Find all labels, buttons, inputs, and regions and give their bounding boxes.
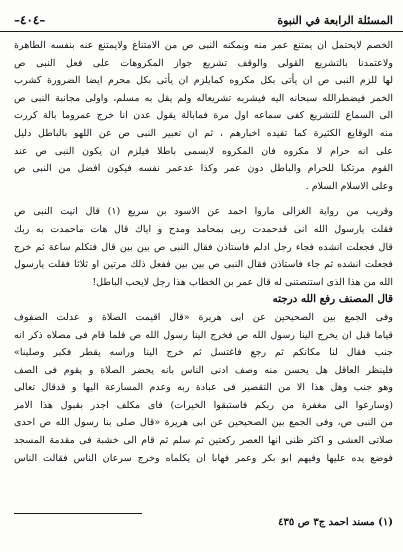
page-body — [14, 37, 393, 467]
text-line: ولاعتمدنا بالتشريع القولى والوقف تشريع جواز المكروهات على فعل النبى ص — [14, 57, 393, 69]
paragraph — [14, 309, 393, 467]
text-line: لها للزم النبى ص ان يأتى بكل مكروه كمايلزم ان يأتى بكل محرم ايضا الضرورة كشرب — [14, 75, 393, 87]
footnote: (١) مسند احمد ج٣ ص ٤٣٥ — [278, 517, 393, 528]
page-number: –٤٠٤– — [14, 13, 46, 27]
footnote-rule — [14, 513, 142, 514]
paragraph — [14, 203, 393, 291]
text-line: وفى الجمع بين الصحيحين عن ابى هريرة «قال اقيمت الصلاة و عدلت الصفوف — [14, 311, 393, 323]
text-line: (وسارعوا الى مغفرة من ربكم فاستبقوا الخيرات) فاى مكلف اجدر بقبول هذا الامر — [14, 399, 393, 411]
text-line: وقريب من رواية الغزالى ماروا احمد عن الاسود بن سريع (١) قال اتيت النبى ص — [14, 206, 393, 218]
header-rule — [0, 31, 403, 32]
text-line: الله من هذا الذى استنصتنى له قال عمر بن الخطاب هذا رجل لايحب الباطل! — [92, 276, 393, 288]
text-line: القوم مرتكبا للحرام والباطل دون عمر وكذا عدعمر نفسه فيكون افضل من النبى ص — [14, 163, 393, 175]
text-line: فوضع يده عليها وفيهم ابو بكر وعمر فهابا ان يكلماه وخرج سرعان الناس فقالت الناس — [14, 452, 393, 464]
text-line: جنب فقال لنا مكانكم ثم رجع فاغتسل ثم خرج الينا وراسه يقطر فكبر وصلينا» — [14, 347, 393, 359]
text-line: فلينظر العاقل هل يحسن منه وصف ادنى الناس بانه يحضر الصلاة و يقوم فى الصف — [14, 364, 393, 376]
text-line: الخصم لايحتمل ان يمتنع عمر منه وبمكنه النبى ص من الامتناع ولايمتنع عنه بنفسه الطاهرة — [14, 40, 393, 51]
text-line: الخمر فيضطرالله سبحانه اليه فيشربه تشريعاله ولم يقل به مسلم، واولى مجانبة النبى ص — [14, 92, 393, 104]
paragraph-gap — [14, 195, 393, 203]
text-line: وعلى الاسلام السلام . — [305, 180, 393, 192]
text-line: فجعلت انشده ثم جاء فاستاذن فقال النبى ص بين بين ففعل ذلك مرتين او ثلاثا فقلت يارسول — [14, 259, 393, 271]
section-heading: قال المصنف رفع الله درجته — [272, 293, 393, 306]
page-header — [14, 0, 393, 30]
text-line: الى السماع للتشريع كفى سماعه اول مرة فمابالة يقول عدن انا خرج عمروما بالة كررت — [14, 110, 393, 122]
text-line: من النبى ص، وفى الجمع بين الصحيحين عن ابى هريرة «قال صلى بنا رسول الله ص احدى — [14, 417, 393, 429]
text-line: قياما قبل ان يخرج الينا رسول الله ص فخرج الينا رسول الله ص فلما قام فى مصلاه ذكر انه — [14, 329, 393, 341]
text-line: فقلت يارسول الله انى قدحمدت ربى بمحامد ومدح و اياك قال هات ماحمدت به ربك — [14, 223, 393, 235]
text-line: على انه حرام لا مكروه فان المكروه لايسمى باطلا فيلزم ان يكون النبى ص عند — [14, 145, 393, 157]
text-line: وهو جنب وهل هذا الا من التقصير فى عبادة ربه وعدم المسارعة اليها و قدقال تعالى — [14, 382, 393, 394]
text-line: قال فجعلت انشده فجاء رجل ادلم فاستاذن فقال النبى ص بين بين قال فتكلم ساعة ثم خرج — [14, 241, 393, 253]
text-line: منه الوقايع الكثيرة كما تفيده اخبارهم ، ثم ان تعبير النبى ص عن اللهو بالباطل دليل — [14, 127, 393, 139]
running-title: المسئلة الرابعة في النبوة — [277, 13, 393, 27]
paragraph — [14, 37, 393, 195]
text-line: صلاتى العشى و اكثر ظنى انها العصر ركعتين ثم سلم ثم قام الى خشبة فى مقدمة المسجد — [14, 435, 393, 447]
